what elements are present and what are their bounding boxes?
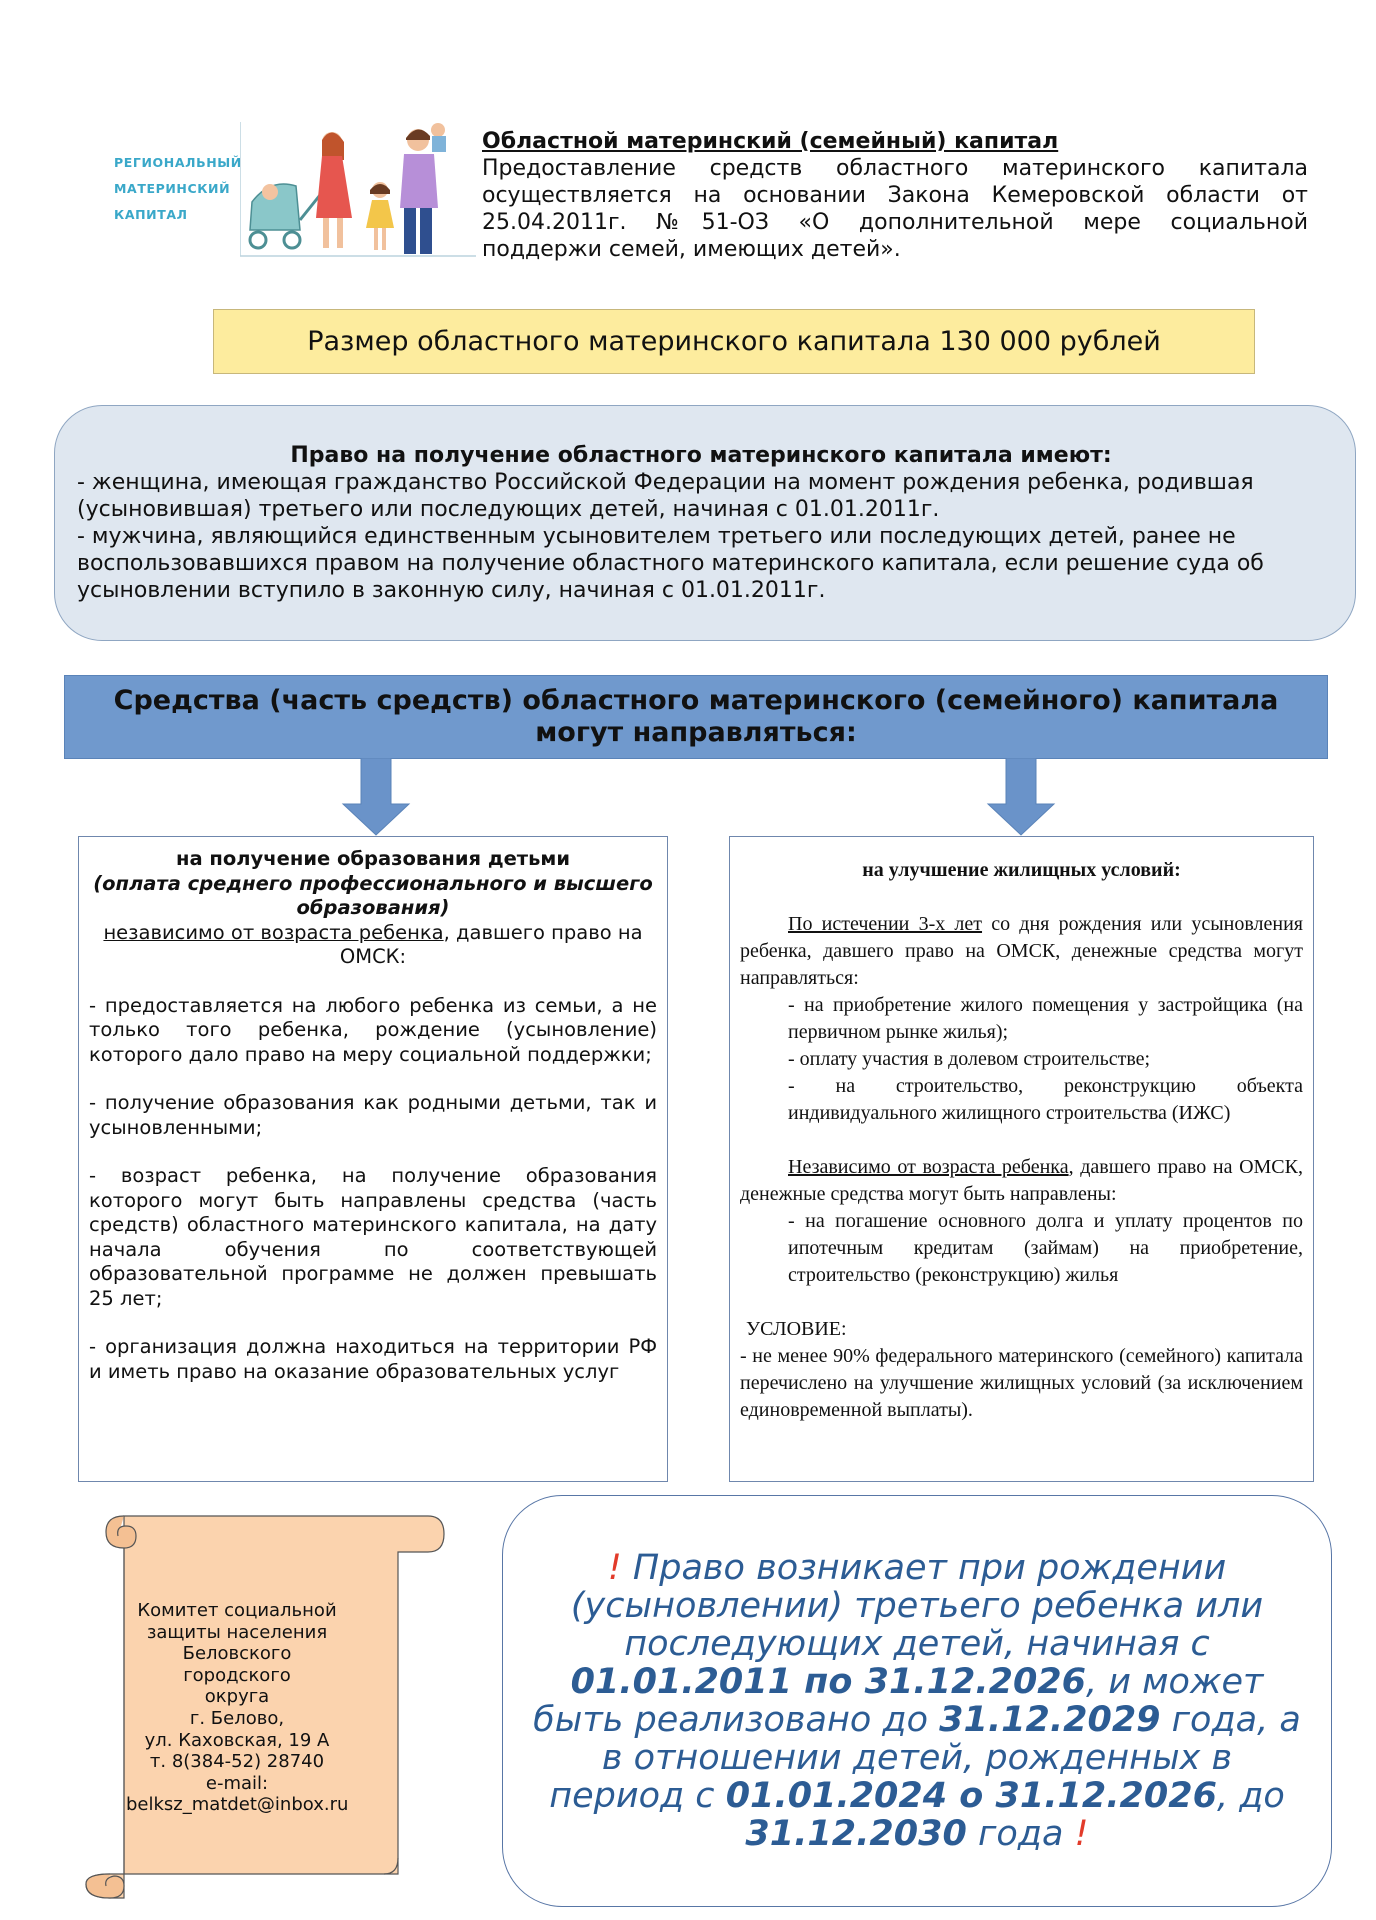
directions-header — [64, 675, 1328, 759]
arrow-down-icon — [341, 758, 411, 836]
housing-p2-underlined: Независимо от возраста ребенка — [788, 1156, 1069, 1178]
education-note-rest: , давшего право на ОМСК: — [339, 920, 643, 968]
capital-amount-text: Размер областного материнского капитала 130 000 рублей — [307, 326, 1161, 357]
education-title: на получение образования детьми — [175, 847, 571, 870]
housing-paragraph-any-age — [740, 1154, 1303, 1208]
logo-line-2: МАТЕРИНСКИЙ — [114, 181, 231, 196]
housing-bullet-shared-construction: - оплату участия в долевом строительстве; — [788, 1048, 1151, 1070]
notice-text — [533, 1549, 1301, 1853]
exclamation-icon: ! — [1074, 1814, 1089, 1854]
education-item-age: - возраст ребенка, на получение образования которого могут быть направлены средства (часть средств) областного материнского капитала, на дату начала обучения по соответствующей образовательной программе не должен превышать 25 лет; — [89, 1164, 657, 1310]
eligibility-item-man: - мужчина, являющийся единственным усыновителем третьего или последующих детей, ранее не воспользовавшихся правом на получение областного материнского капитала, если решение суда об усыновлении вступило в законную силу, начиная с 01.01.2011г. — [77, 524, 1264, 603]
education-item-organization: - организация должна находиться на территории РФ и иметь право на оказание образовательных услуг — [89, 1335, 657, 1383]
notice-date-range-1: 01.01.2011 по 31.12.2026 — [570, 1662, 1087, 1702]
housing-condition-text: - не менее 90% федерального материнского (семейного) капитала перечислено на улучшение жилищных условий (за исключением единовременной выплаты). — [740, 1345, 1303, 1421]
intro — [482, 128, 1308, 263]
arrow-down-icon — [986, 758, 1056, 836]
notice-box — [502, 1495, 1332, 1907]
housing-condition-title: УСЛОВИЕ: — [746, 1318, 847, 1340]
contact-phone: т. 8(384-52) 28740 — [149, 1751, 325, 1773]
notice-part-2: , и может быть реализовано до — [533, 1662, 1264, 1740]
education-item-any-child: - предоставляется на любого ребенка из семьи, а не только того ребенка, рождение (усыновление) которого дало право на меру социальной поддержки; — [89, 993, 657, 1066]
directions-header-line-2: могут направляться: — [535, 717, 857, 748]
contact-line-3: Беловского городского — [182, 1643, 292, 1686]
notice-part-3: года, а в отношении детей, рожденных в период с — [549, 1700, 1301, 1816]
notice-part-4: , до — [1216, 1776, 1285, 1816]
contact-email-label: e-mail: — [205, 1772, 269, 1794]
logo-text — [114, 150, 242, 228]
family-with-stroller-illustration — [240, 120, 480, 260]
directions-header-line-1: Средства (часть средств) областного материнского (семейного) капитала — [113, 685, 1279, 716]
notice-part-5: года — [966, 1814, 1075, 1854]
housing-column — [729, 836, 1314, 1482]
education-item-adopted: - получение образования как родными детьми, так и усыновленными; — [89, 1091, 657, 1139]
notice-deadline-2: 31.12.2030 — [745, 1814, 967, 1854]
logo-line-1: РЕГИОНАЛЬНЫЙ — [114, 155, 242, 170]
intro-text: Предоставление средств областного материнского капитала осуществляется на основании Закона Кемеровской области от 25.04.2011г. №51-ОЗ «О дополнительной мере социальной — [482, 156, 1308, 235]
intro-text-last: поддержи семей, имеющих детей». — [482, 237, 901, 262]
contact-address: ул. Каховская, 19 А — [144, 1729, 330, 1751]
housing-p1-underlined: По истечении 3-х лет — [788, 913, 983, 935]
housing-bullet-izhs: - на строительство, реконструкцию объекта индивидуального жилищного строительства (ИЖС) — [788, 1075, 1303, 1124]
notice-date-range-2: 01.01.2024 о 31.12.2026 — [725, 1776, 1217, 1816]
contact-line-4: округа — [204, 1686, 270, 1708]
housing-paragraph-after-3-years — [740, 911, 1303, 992]
capital-amount-banner — [213, 309, 1255, 374]
education-column — [78, 836, 668, 1482]
eligibility-item-woman: - женщина, имеющая гражданство Российской Федерации на момент рождения ребенка, родившая (усыновившая) третьего или последующих детей, начиная с 01.01.2011г. — [77, 470, 1254, 522]
exclamation-icon: ! — [607, 1548, 622, 1588]
housing-p1-rest: со дня рождения или усыновления ребенка, давшего право на ОМСК, денежные средства могут направляться: — [740, 913, 1303, 989]
notice-part-1: Право возникает при рождении (усыновлении) третьего ребенка или последующих детей, начиная с — [570, 1548, 1264, 1664]
education-note — [89, 921, 657, 970]
logo-line-3: КАПИТАЛ — [114, 207, 188, 222]
housing-bullet-mortgage: - на погашение основного долга и уплату процентов по ипотечным кредитам (займам) на приобретение, строительство (реконструкцию) жилья — [788, 1210, 1303, 1286]
contact-city: г. Белово, — [189, 1707, 285, 1729]
contact-scroll — [76, 1508, 448, 1900]
logo — [108, 120, 478, 260]
education-note-underlined: независимо от возраста ребенка — [103, 920, 444, 944]
contact-line-1: Комитет социальной — [137, 1600, 337, 1621]
contact-line-2: защиты населения — [146, 1621, 328, 1643]
education-subtitle: (оплата среднего профессионального и высшего образования) — [93, 871, 653, 919]
housing-p2-rest: , давшего право на ОМСК, денежные средства могут быть направлены: — [740, 1156, 1303, 1205]
housing-title: на улучшение жилищных условий: — [862, 859, 1181, 881]
eligibility-title: Право на получение областного материнского капитала имеют: — [290, 443, 1112, 468]
notice-deadline-1: 31.12.2029 — [939, 1700, 1161, 1740]
contact-email: belksz_matdet@inbox.ru — [126, 1794, 349, 1816]
eligibility-box — [54, 405, 1356, 641]
intro-title: Областной материнский (семейный) капитал — [482, 129, 1059, 154]
housing-bullet-primary-market: - на приобретение жилого помещения у застройщика (на первичном рынке жилья); — [788, 994, 1303, 1043]
contact-info — [126, 1600, 348, 1816]
